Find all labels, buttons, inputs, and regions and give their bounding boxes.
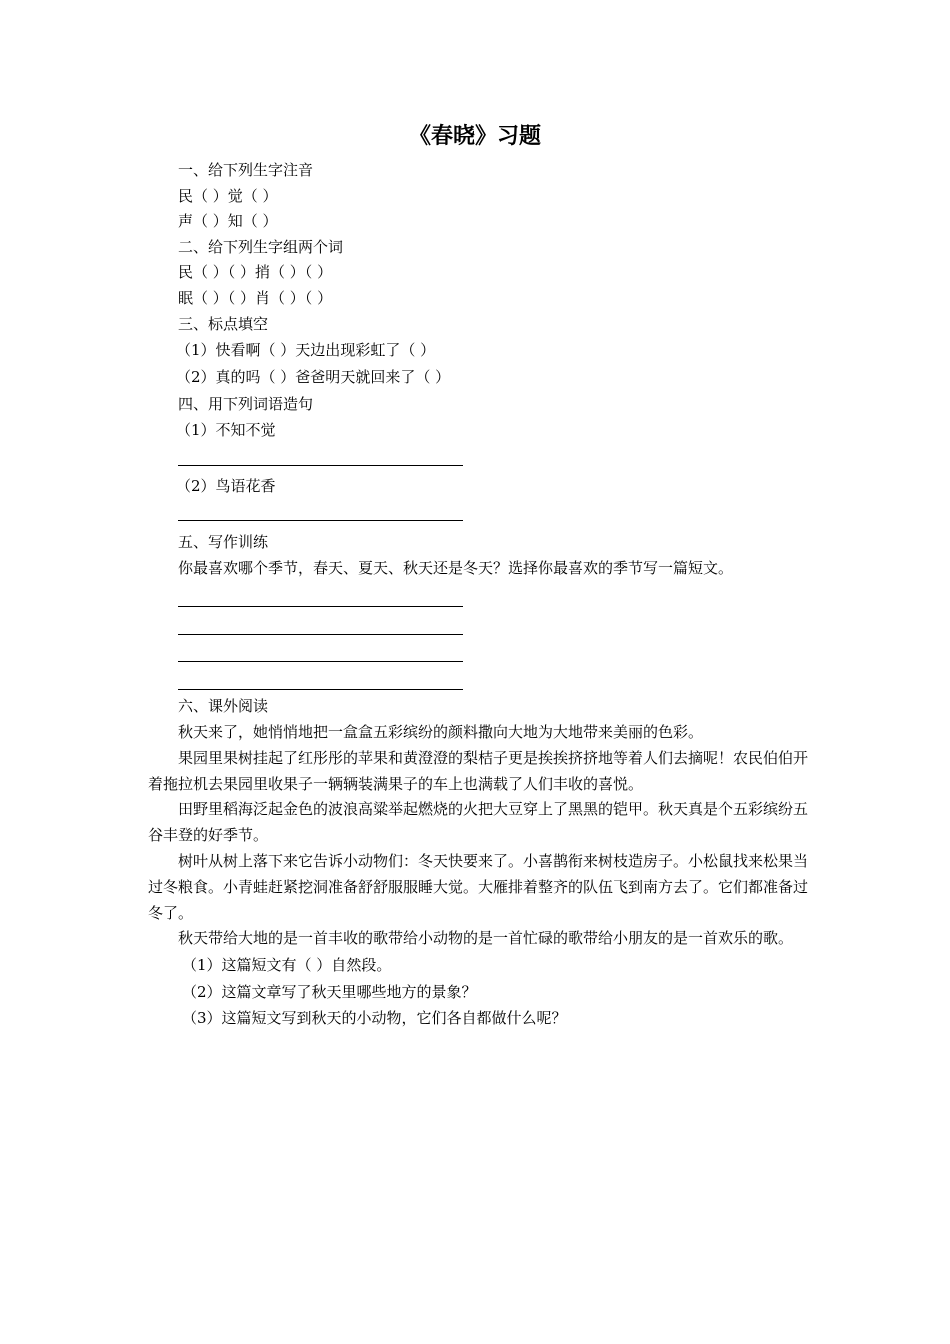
section-1-heading: 一、给下列生字注音 xyxy=(178,161,314,179)
section-5-heading: 五、写作训练 xyxy=(178,533,269,552)
section-1-row-2: 声（ ）知（ ） xyxy=(178,212,278,231)
section-3-row-2: （2）真的吗（ ）爸爸明天就回来了（ ） xyxy=(176,368,451,387)
section-6-heading: 六、课外阅读 xyxy=(178,696,269,715)
section-1-row-1: 民（ ）觉（ ） xyxy=(178,186,278,205)
section-3-heading: 三、标点填空 xyxy=(178,314,269,333)
document-body xyxy=(148,158,808,1032)
reading-paragraph: 秋天带给大地的是一首丰收的歌带给小动物的是一首忙碌的歌带给小朋友的是一首欢乐的歌。 xyxy=(178,929,794,948)
writing-line xyxy=(148,637,808,665)
answer-line xyxy=(148,499,808,529)
section-5-prompt: 你最喜欢哪个季节，春天、夏天、秋天还是冬天？选择你最喜欢的季节写一篇短文。 xyxy=(178,559,734,578)
section-2-heading: 二、给下列生字组两个词 xyxy=(178,237,344,256)
reading-question: （2）这篇文章写了秋天里哪些地方的景象？ xyxy=(182,982,477,1001)
section-2-row-1: 民（ ）（ ）捎（ ）（ ） xyxy=(178,263,333,282)
section-4-heading: 四、用下列词语造句 xyxy=(178,395,314,414)
reading-paragraph: 秋天来了，她悄悄地把一盒盒五彩缤纷的颜料撒向大地为大地带来美丽的色彩。 xyxy=(178,722,704,741)
section-4-item-2: （2）鸟语花香 xyxy=(176,476,276,495)
reading-question: （3）这篇短文写到秋天的小动物，它们各自都做什么呢？ xyxy=(182,1009,567,1028)
writing-line xyxy=(148,582,808,610)
reading-paragraph: 树叶从树上落下来它告诉小动物们：冬天快要来了。小喜鹊衔来树枝造房子。小松鼠找来松果当过冬粮食。小青蛙赶紧挖洞准备舒舒服服睡大觉。大雁排着整齐的队伍飞到南方去了。它们都准备过冬了。 xyxy=(148,851,809,922)
reading-question: （1）这篇短文有（ ）自然段。 xyxy=(182,956,392,975)
reading-paragraph: 田野里稻海泛起金色的波浪高粱举起燃烧的火把大豆穿上了黑黑的铠甲。秋天真是个五彩缤纷五谷丰登的好季节。 xyxy=(148,800,809,845)
reading-paragraph: 果园里果树挂起了红彤彤的苹果和黄澄澄的梨桔子更是挨挨挤挤地等着人们去摘呢！农民伯伯开着拖拉机去果园里收果子一辆辆装满果子的车上也满载了人们丰收的喜悦。 xyxy=(148,748,809,793)
answer-line xyxy=(148,444,808,474)
writing-line xyxy=(148,664,808,692)
section-3-row-1: （1）快看啊（ ）天边出现彩虹了（ ） xyxy=(176,341,436,360)
writing-line xyxy=(148,609,808,637)
section-4-item-1: （1）不知不觉 xyxy=(176,421,276,440)
section-2-row-2: 眠（ ）（ ）肖（ ）（ ） xyxy=(178,288,333,307)
document-title: 《春晓》习题 xyxy=(408,123,541,149)
